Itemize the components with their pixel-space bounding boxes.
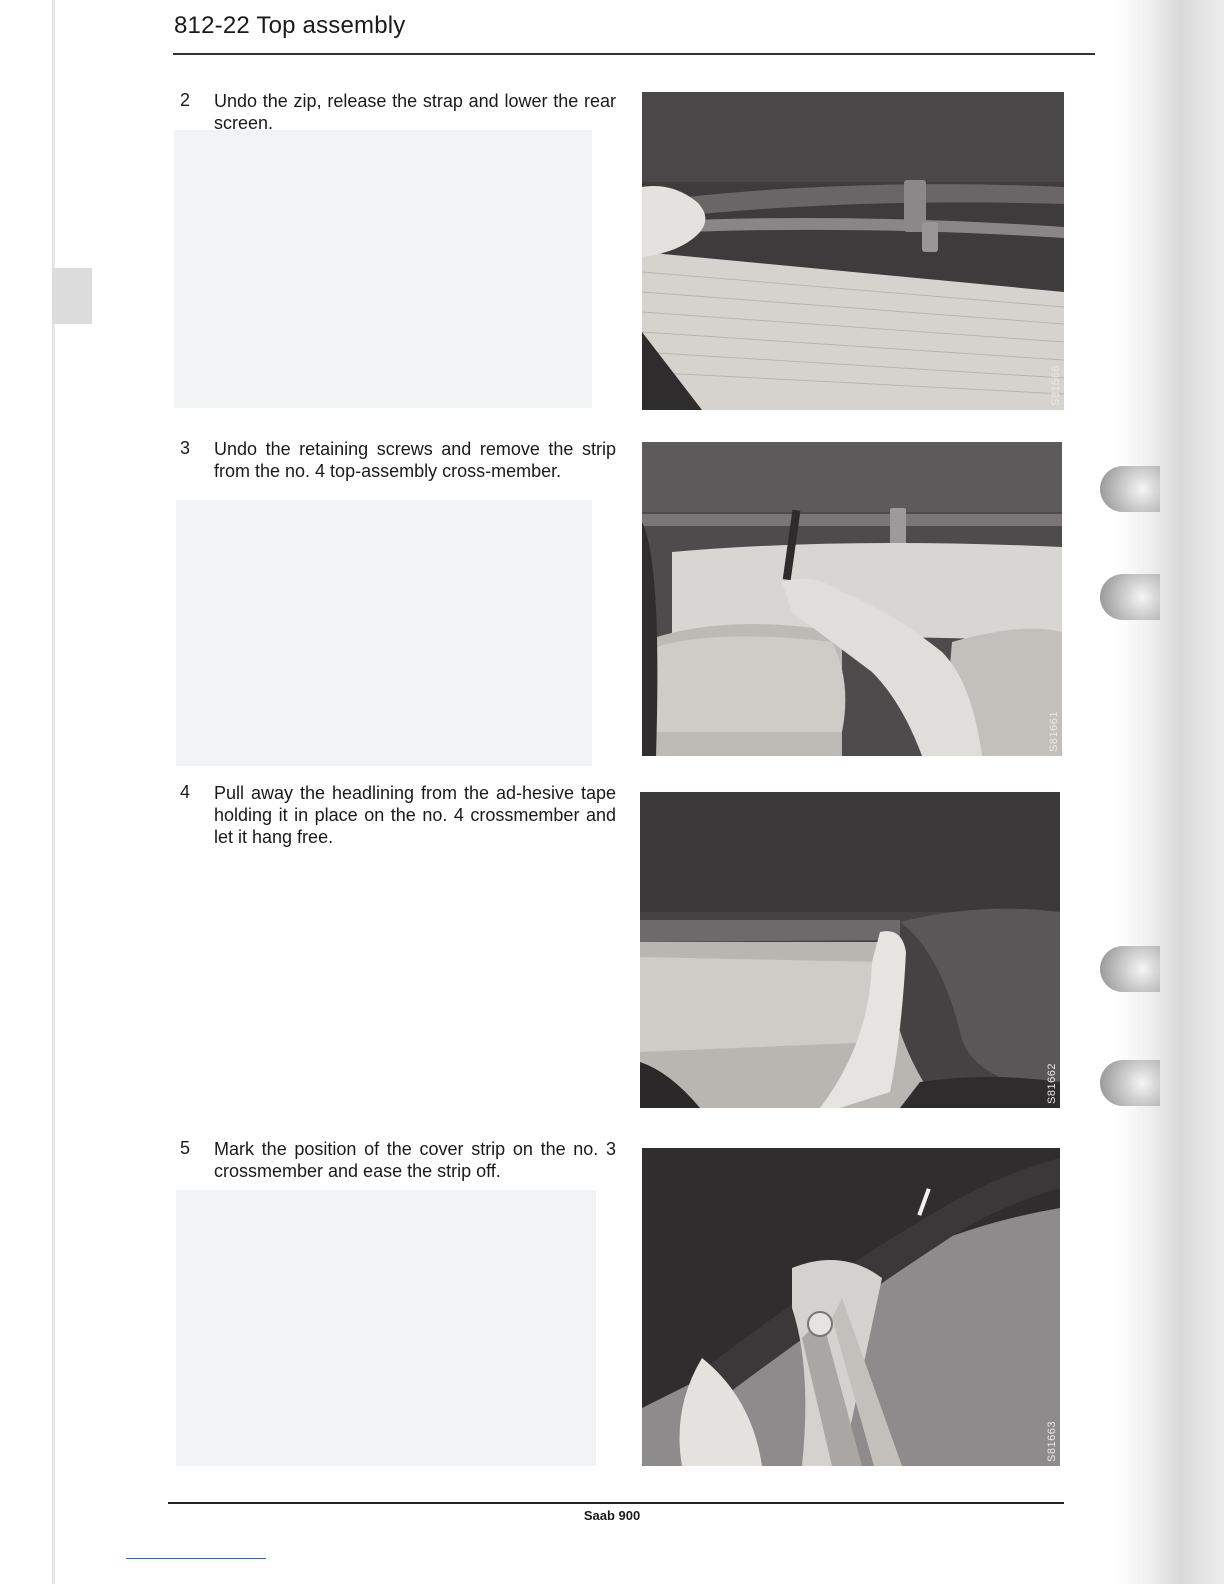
page-left-edge <box>52 0 55 1584</box>
show-through-panel <box>174 130 592 408</box>
binder-hole-1 <box>1100 466 1160 512</box>
section-tab-marker <box>52 268 92 324</box>
footer-rule <box>168 1502 1064 1504</box>
step-number: 3 <box>180 438 191 458</box>
binder-hole-4 <box>1100 1060 1160 1106</box>
photo-headlining <box>640 792 1060 1108</box>
photo-code: S81662 <box>1046 1063 1058 1104</box>
step-text: Undo the retaining screws and remove the strip from the no. 4 top-assembly cross-member. <box>214 439 616 481</box>
step-number: 5 <box>180 1138 191 1158</box>
page-edge-shadow <box>1114 0 1224 1584</box>
photo-code: S81661 <box>1048 711 1060 752</box>
binder-hole-2 <box>1100 574 1160 620</box>
step-text: Undo the zip, release the strap and lower the rear screen. <box>214 91 616 133</box>
step-text: Mark the position of the cover strip on the no. 3 crossmember and ease the strip off. <box>214 1139 616 1181</box>
binder-hole-3 <box>1100 946 1160 992</box>
page-title: 812-22 Top assembly <box>174 12 406 39</box>
step-number: 4 <box>180 782 191 802</box>
step-number: 2 <box>180 90 191 110</box>
show-through-panel <box>176 500 592 766</box>
step-text: Pull away the headlining from the ad-hesive tape holding it in place on the no. 4 crossmember and let it hang free. <box>214 783 616 847</box>
photo-cover-strip-pliers <box>642 1148 1060 1466</box>
photo-rear-screen-zip <box>642 92 1064 410</box>
photo-code: S81663 <box>1046 1421 1058 1462</box>
header-rule <box>173 53 1095 55</box>
footer-link-underline <box>126 1558 266 1559</box>
photo-crossmember-screws <box>642 442 1062 756</box>
show-through-panel <box>176 1190 596 1466</box>
footer-model: Saab 900 <box>583 1508 641 1523</box>
photo-code: S81566 <box>1050 365 1062 406</box>
